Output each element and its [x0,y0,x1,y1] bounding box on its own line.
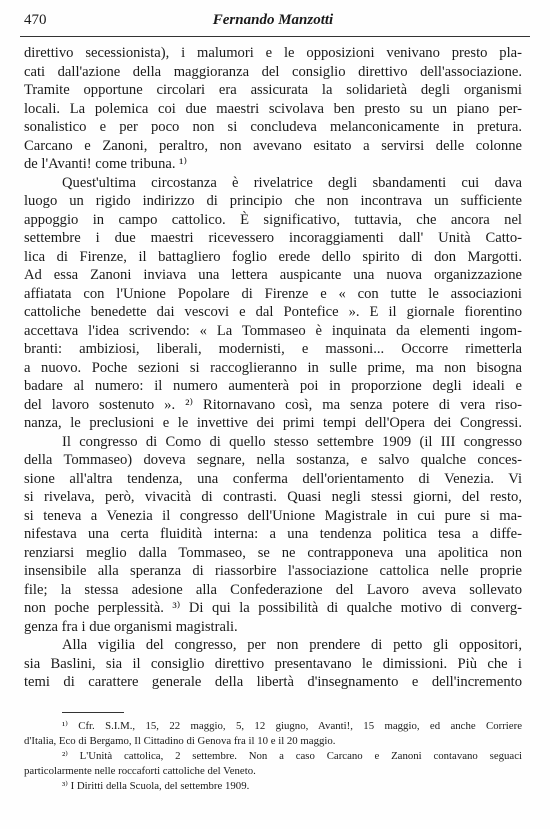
text-line: genza fra i due organismi magistrali. [24,618,238,635]
text-line: luogo un rigido indirizzo di principio che non incontrava un sufficiente [24,193,522,209]
text-line: accettava l'idea scrivendo: « La Tommaseo è inquinata da elementi ingom- [24,322,522,339]
footnote-rule [62,712,124,713]
body-text [24,44,522,692]
text-line: si rivelava, però, vivacità di contrasti. Quasi negli stessi giorni, del resto, [24,489,522,505]
text-line: si teneva a Venezia il congresso dell'Unione Magistrale in cui pure si ma- [24,507,522,524]
text-line: Ad essa Zanoni inviava una lettera auspicante una nuova organizzazione [24,267,522,283]
text-line: della Tommaseo) doveva segnare, nella sostanza, e salvo qualche conces- [24,452,522,468]
text-line: affiatata con l'Unione Popolare di Firenze e « con tutte le associazioni [24,285,522,302]
text-line: de l'Avanti! come tribuna. ¹⁾ [24,156,188,172]
footnote-line: ¹⁾ Cfr. S.I.M., 15, 22 maggio, 5, 12 giugno, Avanti!, 15 maggio, ed anche Corriere [62,720,522,732]
text-line: file; la stessa adesione alla Confederazione del Lavoro aveva sollevato [24,581,522,598]
text-line: branti: ambiziosi, liberali, modernisti, e massoni... Occorre rimetterla [24,341,522,357]
text-line: lica di Firenze, il battagliero foglio erede dello spirito di don Margotti. [24,248,522,265]
footnotes [24,719,522,794]
text-line: locali. La polemica coi due maestri scivolava ben presto su un piano per- [24,100,522,117]
text-line: appoggio in campo cattolico. È significativo, tuttavia, che ancora nel [24,211,522,228]
text-line: cati dall'azione della maggioranza del consiglio direttivo dell'associazione. [24,63,522,80]
text-line: a nuovo. Poche sezioni si raccoglieranno in sulle prime, ma non bisogna [24,359,522,376]
running-title: Fernando Manzotti [212,12,334,28]
text-line: settembre i due maestri ricevessero incoraggiamenti dall' Unità Catto- [24,230,522,246]
text-line: nifestava una certa fluidità interna: a una tendenza politica tesa a diffe- [24,526,522,542]
text-line: del lavoro sostenuto ». ²⁾ Ritornavano così, ma senza potere di vera riso- [24,396,522,413]
text-line: direttivo secessionista), i malumori e le opposizioni venivano presto pla- [24,45,522,61]
text-line: cattoliche benedette dai vescovi e dal Pontefice ». E il giornale fiorentino [24,304,522,320]
header-rule [20,36,530,37]
text-line: Carcano e Zanoni, peraltro, non avevano esitato a servirsi delle colonne [24,137,522,154]
text-line: Il congresso di Como di quello stesso settembre 1909 (il III congresso [62,433,522,450]
page-header [24,12,522,34]
text-line: Alla vigilia del congresso, per non prendere di petto gli oppositori, [62,637,522,653]
footnote-line: ²⁾ L'Unità cattolica, 2 settembre. Non a caso Carcano e Zanoni contavano seguaci [62,750,522,762]
page-number: 470 [24,12,47,28]
text-line: insensibile alla speranza di riassorbire l'associazione cattolica nelle proprie [24,563,522,579]
footnote-line: ³⁾ I Diritti della Scuola, del settembre 1909. [62,780,250,792]
text-line: renziarsi meglio dalla Tommaseo, se ne contrapponeva una apolitica non [24,544,522,561]
text-line: nanza, le preclusioni e le invettive dei primi tempi dell'Opera dei Congressi. [24,415,522,431]
footnote-line: d'Italia, Eco di Bergamo, Il Cittadino di Genova fra il 10 e il 20 maggio. [24,735,336,747]
text-line: Quest'ultima circostanza è rivelatrice degli sbandamenti cui dava [62,174,522,191]
text-line: temi di carattere generale della libertà d'insegnamento e dell'incremento [24,674,522,690]
footnote-line: particolarmente nelle roccaforti cattoliche del Veneto. [24,765,256,777]
text-line: sia Baslini, sia il consiglio direttivo presentavano le dimissioni. Più che i [24,655,522,672]
text-line: non poche perplessità. ³⁾ Di qui la possibilità di qualche motivo di converg- [24,600,522,616]
text-line: sione all'altra tendenza, una conferma dell'orientamento di Venezia. Vi [24,470,522,487]
text-line: badare al numero: il numero aumenterà poi in proporzione degli ideali e [24,378,522,394]
text-line: Tramite opportune circolari era assicurata la solidarietà degli organismi [24,82,522,98]
text-line: sonalistico e per poco non si concludeva melanconicamente in pretura. [24,119,522,135]
